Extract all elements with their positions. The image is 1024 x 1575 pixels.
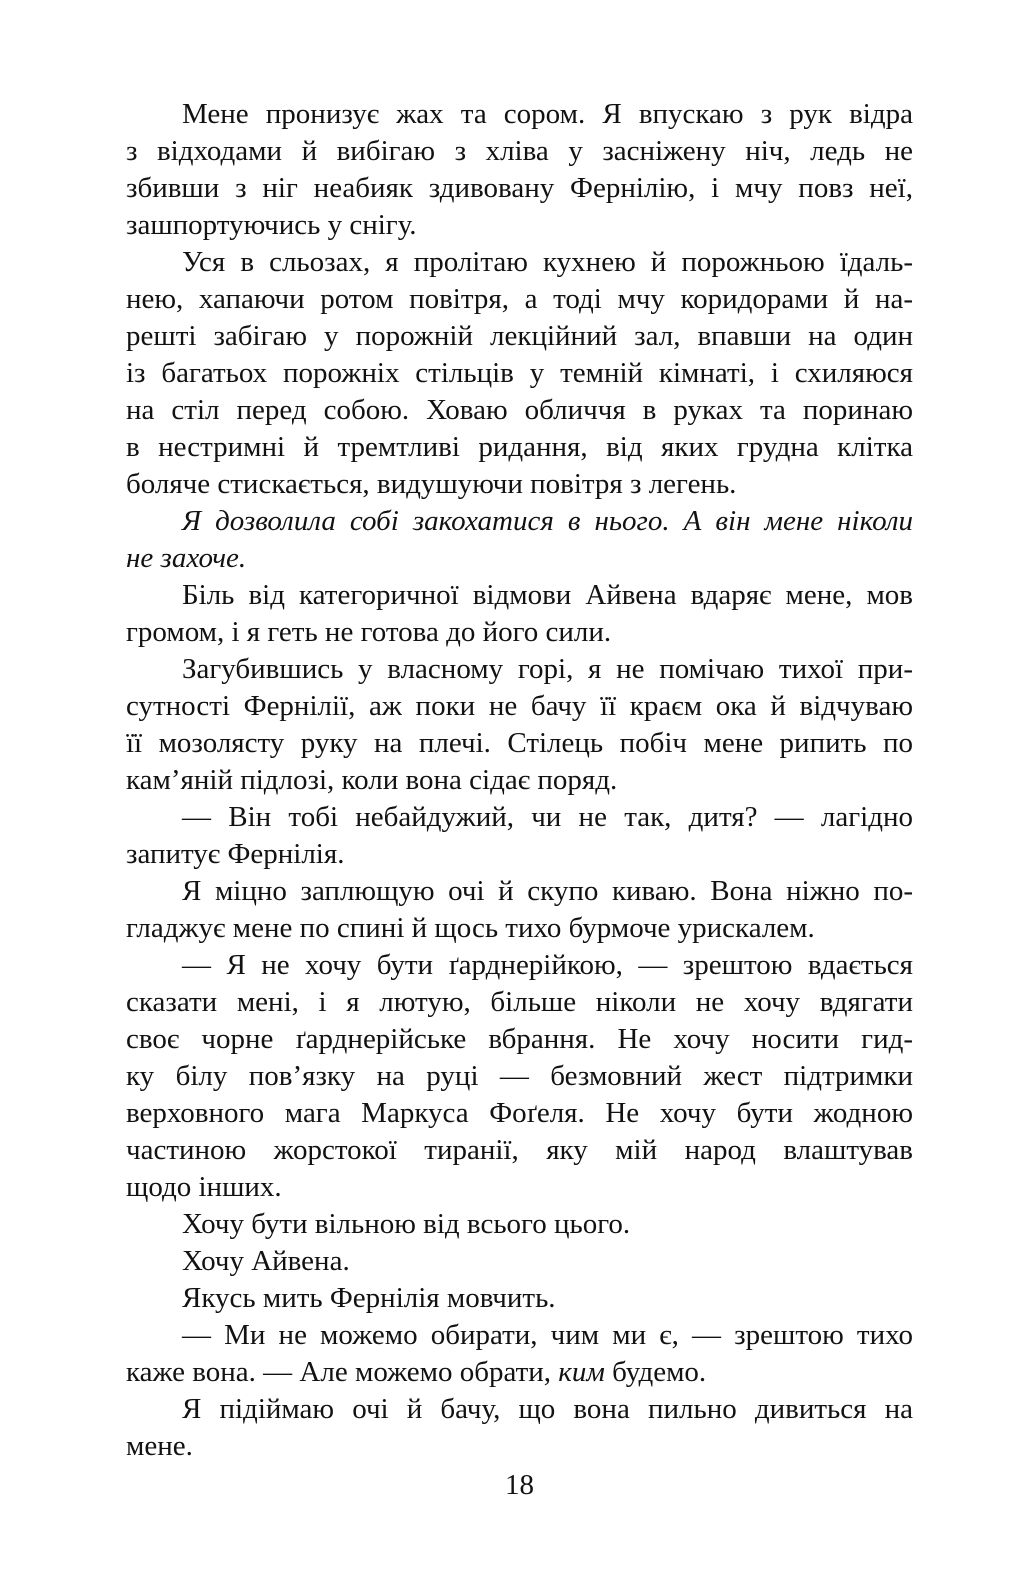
text-line: [126, 1428, 913, 1465]
text-segment: запитує Фернілія.: [126, 838, 345, 870]
text-line: [126, 1169, 913, 1206]
text-segment: щодо інших.: [126, 1171, 282, 1203]
text-segment: Я підіймаю очі й бачу, що вона пильно дивиться на: [182, 1393, 913, 1425]
text-line: [126, 1058, 913, 1095]
text-segment: решті забігаю у порожній лекційний зал, впавши на один: [126, 320, 913, 352]
text-segment: будемо.: [604, 1356, 707, 1388]
text-segment: із багатьох порожніх стільців у темній кімнаті, і схиляюся: [126, 357, 913, 389]
text-line: [126, 984, 913, 1021]
text-segment: Уся в сльозах, я пролітаю кухнею й порожньою їдаль-: [182, 246, 913, 278]
text-line: [126, 873, 913, 910]
text-line: [126, 318, 913, 355]
text-line: [126, 947, 913, 984]
text-segment: на стіл перед собою. Ховаю обличчя в руках та поринаю: [126, 394, 913, 426]
text-segment: не захоче.: [126, 542, 247, 574]
text-line: [126, 1132, 913, 1169]
text-line: [126, 244, 913, 281]
text-line: [126, 281, 913, 318]
text-line: [126, 1243, 913, 1280]
text-line: [126, 429, 913, 466]
text-line: [126, 614, 913, 651]
text-segment: Загубившись у власному горі, я не помічаю тихої при-: [182, 653, 913, 685]
text-line: [126, 540, 913, 577]
text-line: [126, 170, 913, 207]
text-segment: Хочу Айвена.: [182, 1245, 350, 1277]
text-segment: сутності Фернілії, аж поки не бачу її краєм ока й відчуваю: [126, 690, 913, 722]
text-segment: з відходами й вибігаю з хліва у засніжену ніч, ледь не: [126, 135, 913, 167]
text-segment: — Я не хочу бути ґарднерійкою, — зрештою вдається: [182, 949, 913, 981]
text-line: [126, 355, 913, 392]
text-line: [126, 836, 913, 873]
text-segment: ку білу пов’язку на руці — безмовний жест підтримки: [126, 1060, 913, 1092]
text-segment: своє чорне ґарднерійське вбрання. Не хочу носити гид-: [126, 1023, 913, 1055]
text-line: [126, 1391, 913, 1428]
text-segment: збивши з ніг неабияк здивовану Фернілію, і мчу повз неї,: [126, 172, 913, 204]
text-line: [126, 651, 913, 688]
text-segment: верховного мага Маркуса Фоґеля. Не хочу бути жодною: [126, 1097, 913, 1129]
text-line: [126, 762, 913, 799]
text-line: [126, 1317, 913, 1354]
text-segment: сказати мені, і я лютую, більше ніколи не хочу вдягати: [126, 986, 913, 1018]
text-line: [126, 688, 913, 725]
text-line: [126, 1206, 913, 1243]
text-line: [126, 207, 913, 244]
text-segment: Я дозволила собі закохатися в нього. А він мене ніколи: [182, 505, 913, 537]
page-number: 18: [505, 1469, 534, 1501]
text-line: [126, 1095, 913, 1132]
text-line: [126, 577, 913, 614]
text-segment: Хочу бути вільною від всього цього.: [182, 1208, 631, 1240]
text-segment: — Ми не можемо обирати, чим ми є, — зрештою тихо: [182, 1319, 913, 1351]
text-segment: Я міцно заплющую очі й скупо киваю. Вона ніжно по-: [182, 875, 913, 907]
text-line: [126, 1021, 913, 1058]
text-line: [126, 799, 913, 836]
text-line: [126, 503, 913, 540]
text-line: [126, 725, 913, 762]
text-segment: мене.: [126, 1430, 193, 1462]
text-segment: боляче стискається, видушуючи повітря з легень.: [126, 468, 737, 500]
text-segment: кам’яній підлозі, коли вона сідає поряд.: [126, 764, 618, 796]
emphasized-text: ким: [558, 1356, 605, 1388]
text-line: [126, 1354, 913, 1391]
text-line: [126, 392, 913, 429]
text-line: [126, 1280, 913, 1317]
text-segment: каже вона. — Але можемо обрати,: [126, 1356, 559, 1388]
text-segment: в нестримні й тремтливі ридання, від яких грудна клітка: [126, 431, 913, 463]
text-line: [126, 96, 913, 133]
text-segment: частиною жорстокої тиранії, яку мій народ влаштував: [126, 1134, 913, 1166]
text-segment: гладжує мене по спині й щось тихо бурмоче урискалем.: [126, 912, 815, 944]
text-segment: зашпортуючись у снігу.: [126, 209, 417, 241]
text-segment: Біль від категоричної відмови Айвена вдаряє мене, мов: [182, 579, 913, 611]
text-block: [126, 96, 913, 1465]
text-segment: громом, і я геть не готова до його сили.: [126, 616, 612, 648]
text-segment: Мене пронизує жах та сором. Я впускаю з рук відра: [182, 98, 913, 130]
text-segment: Якусь мить Фернілія мовчить.: [182, 1282, 556, 1314]
text-segment: її мозолясту руку на плечі. Стілець побіч мене рипить по: [126, 727, 913, 759]
text-line: [126, 133, 913, 170]
text-segment: нею, хапаючи ротом повітря, а тоді мчу коридорами й на-: [126, 283, 913, 315]
text-line: [126, 910, 913, 947]
text-segment: — Він тобі небайдужий, чи не так, дитя? — лагідно: [182, 801, 913, 833]
text-line: [126, 466, 913, 503]
